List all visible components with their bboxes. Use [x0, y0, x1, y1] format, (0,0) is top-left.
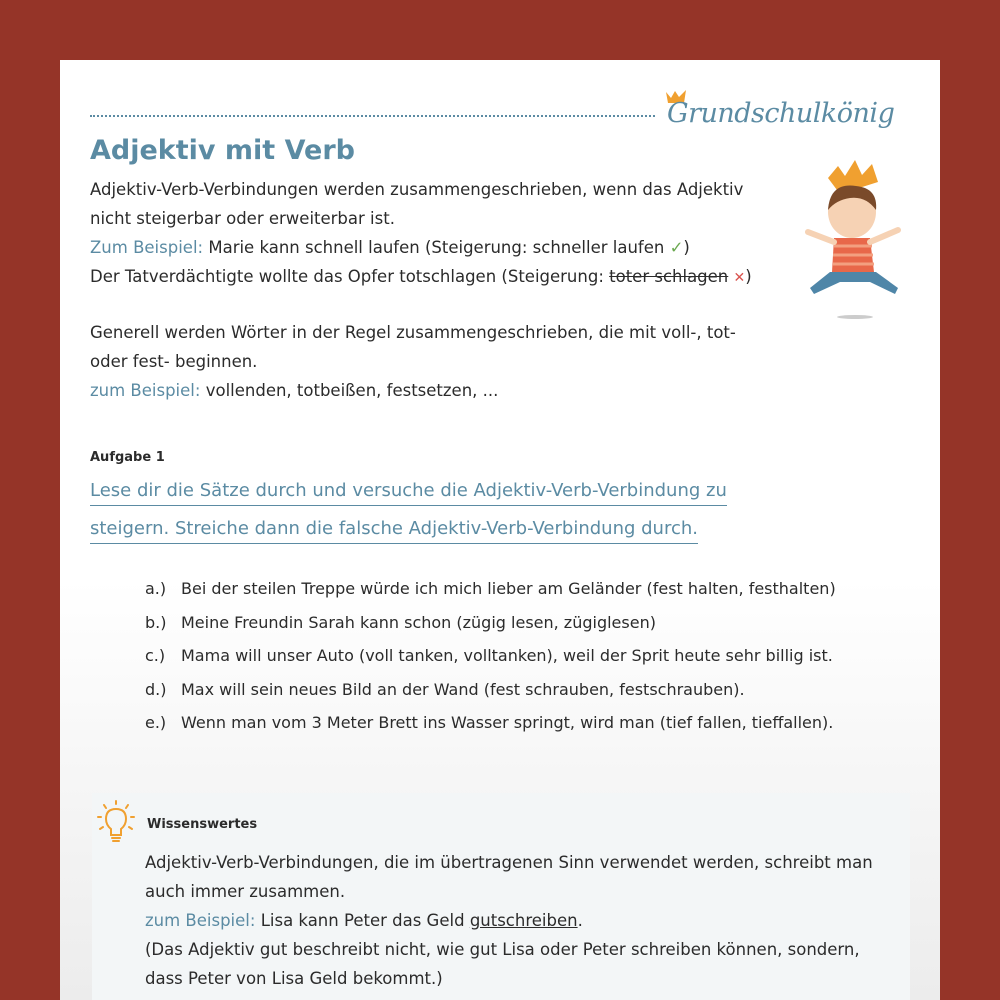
task-items — [145, 572, 836, 740]
example-text: Marie kann schnell laufen (Steigerung: schneller laufen — [208, 238, 670, 257]
general-line: oder fest- beginnen. — [90, 352, 258, 371]
task-item: a.) Bei der steilen Treppe würde ich mich lieber am Geländer (fest halten, festhalten) — [145, 579, 836, 598]
example-text: Der Tatverdächtigte wollte das Opfer totschlagen (Steigerung: — [90, 267, 610, 286]
general-text — [90, 318, 736, 405]
logo: Grundschulkönig — [667, 98, 895, 129]
intro-line: Adjektiv-Verb-Verbindungen werden zusammengeschrieben, wenn das Adjektiv — [90, 180, 744, 199]
paren: ) — [745, 267, 752, 286]
check-icon: ✓ — [669, 238, 684, 257]
example-text: vollenden, totbeißen, festsetzen, ... — [205, 381, 499, 400]
task-item: e.) Wenn man vom 3 Meter Brett ins Wasser springt, wird man (tief fallen, tieffallen). — [145, 713, 834, 732]
struck-text: toter schlagen — [609, 267, 729, 286]
task-item: d.) Max will sein neues Bild an der Wand (fest schrauben, festschrauben). — [145, 679, 745, 699]
example-label: zum Beispiel: — [90, 381, 201, 400]
example-label: Zum Beispiel: — [90, 238, 204, 257]
cross-icon: ✕ — [733, 270, 746, 286]
task-item: c.) Mama will unser Auto (voll tanken, volltanken), weil der Sprit heute sehr billig ist. — [145, 646, 833, 665]
example-2 — [90, 262, 752, 293]
paren: ) — [683, 238, 690, 257]
lightbulb-icon — [96, 799, 136, 845]
example-1 — [90, 233, 752, 262]
info-text: Adjektiv-Verb-Verbindungen, die im übertragenen Sinn verwendet werden, schreibt man auch immer zusammen. zum Beispiel: Lisa kann Peter das Geld gutschreiben. (Das Adjektiv gut beschreibt nicht, wie gut Lisa oder Peter schreiben können, sondern, dass Peter von Lisa Geld bekommt.) — [145, 853, 873, 988]
task-label: Aufgabe 1 — [90, 450, 165, 465]
boy-illustration — [800, 160, 910, 320]
general-line: Generell werden Wörter in der Regel zusammengeschrieben, die mit voll-, tot- — [90, 323, 736, 342]
task-instruction: Lese dir die Sätze durch und versuche die Adjektiv-Verb-Verbindung zu — [90, 480, 727, 506]
worksheet-page — [60, 60, 940, 1000]
intro-text — [90, 175, 752, 293]
info-title: Wissenswertes — [147, 817, 258, 832]
task-instruction: steigern. Streiche dann die falsche Adjektiv-Verb-Verbindung durch. — [90, 518, 698, 544]
dotted-divider — [90, 115, 655, 117]
page-title: Adjektiv mit Verb — [90, 135, 355, 166]
task-item: b.) Meine Freundin Sarah kann schon (zügig lesen, zügiglesen) — [145, 612, 656, 632]
info-box — [92, 793, 910, 1000]
intro-line: nicht steigerbar oder erweiterbar ist. — [90, 209, 395, 228]
